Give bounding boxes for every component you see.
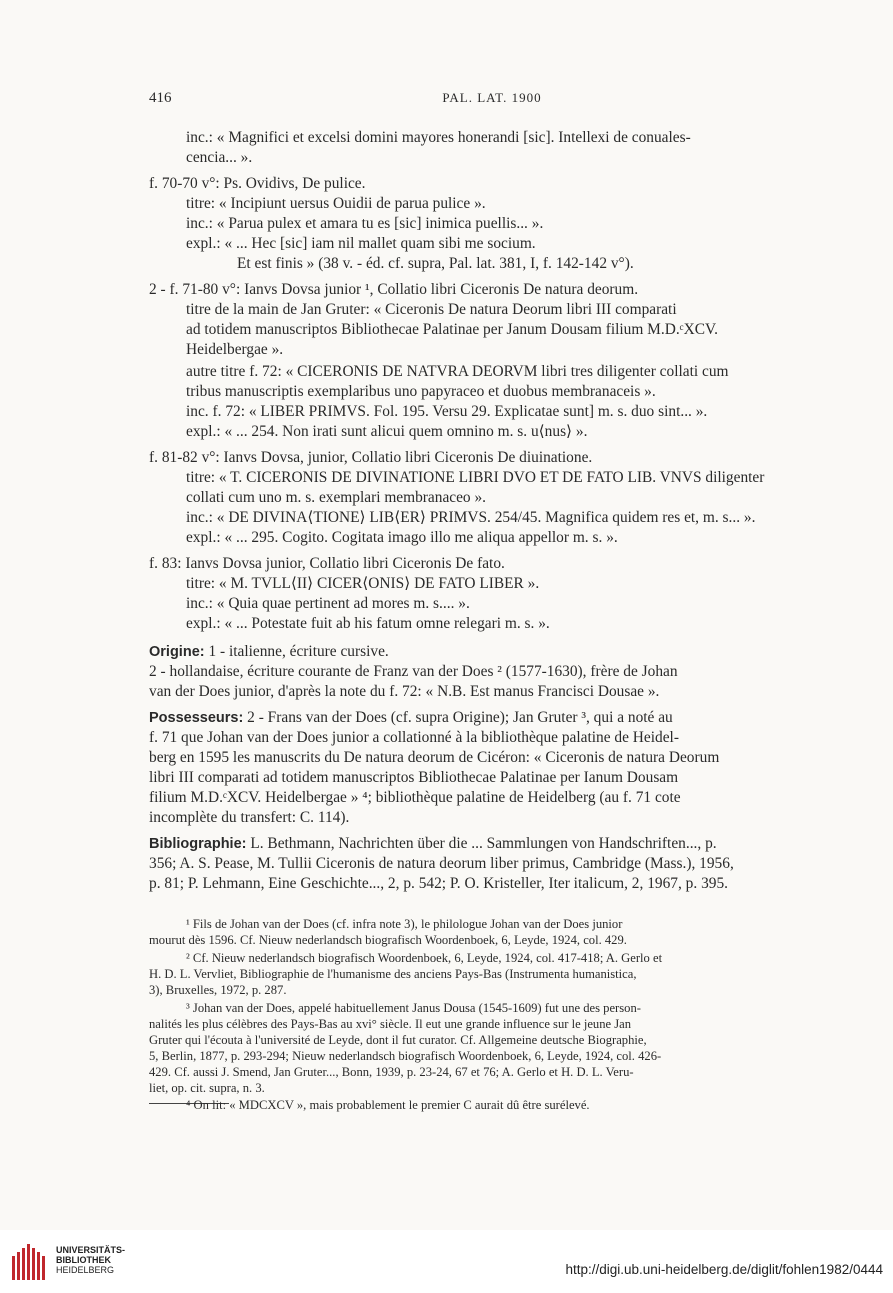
footnote-line: 3), Bruxelles, 1972, p. 287. — [149, 983, 287, 997]
footnote-line: Gruter qui l'écouta à l'université de Leyde, dont il fut curator. Cf. Allgemeine deutsche Biographie, — [149, 1033, 647, 1047]
footnote-line: 429. Cf. aussi J. Smend, Jan Gruter..., Bonn, 1939, p. 23-24, 67 et 76; A. Gerlo et H. D. L. Veru- — [149, 1065, 634, 1079]
text-line: collati cum uno m. s. exemplari membranaceo ». — [186, 489, 487, 506]
footnote-line: ⁴ On lit: « MDCXCV », mais probablement le premier C aurait dû être surélevé. — [186, 1098, 590, 1112]
text-line: Heidelbergae ». — [186, 341, 284, 358]
footnote-line: nalités les plus célèbres des Pays-Bas au xvi° siècle. Il eut une grande influence sur le jeune Jan — [149, 1017, 632, 1031]
section-origine: Origine: 1 - italienne, écriture cursive. — [149, 643, 389, 660]
section-bibliographie: Bibliographie: L. Bethmann, Nachrichten über die ... Sammlungen von Handschriften..., p. — [149, 835, 717, 852]
text-line: 2 - f. 71-80 v°: Ianvs Dovsa junior ¹, Collatio libri Ciceronis De natura deorum. — [149, 281, 639, 298]
text-line: titre de la main de Jan Gruter: « Ciceronis De natura Deorum libri III comparati — [186, 301, 677, 318]
text-line: libri III comparati ad totidem manuscriptos Bibliothecae Palatinae per Ianum Dousam — [149, 769, 679, 786]
running-title: PAL. LAT. 1900 — [442, 90, 542, 105]
text-line: expl.: « ... Hec [sic] iam nil mallet quam sibi me socium. — [186, 235, 536, 252]
text-line: titre: « M. TVLL⟨II⟩ CICER⟨ONIS⟩ DE FATO LIBER ». — [186, 575, 540, 592]
footnote-line: ² Cf. Nieuw nederlandsch biografisch Woordenboek, 6, Leyde, 1924, col. 417-418; A. Gerlo et — [186, 951, 663, 965]
text-line: cencia... ». — [186, 149, 253, 166]
text-line: ad totidem manuscriptos Bibliothecae Palatinae per Janum Dousam filium M.D.ᶜXCV. — [186, 321, 718, 338]
text-line: f. 81-82 v°: Ianvs Dovsa, junior, Collatio libri Ciceronis De diuinatione. — [149, 449, 593, 466]
footnote-line: ³ Johan van der Does, appelé habituellement Janus Dousa (1545-1609) fut une des person- — [186, 1001, 641, 1015]
text-line: expl.: « ... 254. Non irati sunt alicui quem omnino m. s. u⟨nus⟩ ». — [186, 423, 588, 440]
text-line: tribus manuscriptis exemplaribus uno papyraceo et duobus membranaceis ». — [186, 383, 656, 400]
text-line: autre titre f. 72: « CICERONIS DE NATVRA DEORVM libri tres diligenter collati cum — [186, 363, 729, 380]
page-url-link[interactable]: http://digi.ub.uni-heidelberg.de/diglit/fohlen1982/0444 — [565, 1262, 883, 1277]
footnote-line: liet, op. cit. supra, n. 3. — [149, 1081, 265, 1095]
library-name: UNIVERSITÄTS- BIBLIOTHEK HEIDELBERG — [56, 1245, 126, 1275]
footnote-line: 5, Berlin, 1877, p. 293-294; Nieuw nederlandsch biografisch Woordenboek, 6, Leyde, 1924, col. 426- — [149, 1049, 662, 1063]
text-line: titre: « T. CICERONIS DE DIVINATIONE LIBRI DVO ET DE FATO LIB. VNVS diligenter — [186, 469, 765, 486]
text-line: inc.: « DE DIVINA⟨TIONE⟩ LIB⟨ER⟩ PRIMVS. 254/45. Magnifica quidem res et, m. s... ». — [186, 509, 756, 526]
text-line: berg en 1595 les manuscrits du De natura deorum de Cicéron: « Ciceronis de natura Deorum — [149, 749, 720, 766]
running-header — [149, 90, 835, 110]
text-line: filium M.D.ᶜXCV. Heidelbergae » ⁴; bibliothèque palatine de Heidelberg (au f. 71 cote — [149, 789, 681, 806]
footnote-line: mourut dès 1596. Cf. Nieuw nederlandsch biografisch Woordenboek, 6, Leyde, 1924, col. 429. — [149, 933, 627, 947]
text-line: Et est finis » (38 v. - éd. cf. supra, Pal. lat. 381, I, f. 142-142 v°). — [237, 255, 634, 272]
text-line: inc.: « Quia quae pertinent ad mores m. s.... ». — [186, 595, 470, 612]
text-line: f. 70-70 v°: Ps. Ovidivs, De pulice. — [149, 175, 366, 192]
text-line: van der Does junior, d'après la note du f. 72: « N.B. Est manus Francisci Dousae ». — [149, 683, 660, 700]
text-line: inc. f. 72: « LIBER PRIMVS. Fol. 195. Versu 29. Explicatae sunt] m. s. duo sint... ». — [186, 403, 708, 420]
text-line: p. 81; P. Lehmann, Eine Geschichte..., 2, p. 542; P. O. Kristeller, Iter italicum, 2, 1967, p. 395. — [149, 875, 729, 892]
text-line: 2 - hollandaise, écriture courante de Franz van der Does ² (1577-1630), frère de Johan — [149, 663, 678, 680]
text-line: incomplète du transfert: C. 114). — [149, 809, 350, 826]
text-line: 356; A. S. Pease, M. Tullii Ciceronis de natura deorum liber primus, Cambridge (Mass.), 1956, — [149, 855, 734, 872]
text-line: inc.: « Parua pulex et amara tu es [sic] inimica puellis... ». — [186, 215, 544, 232]
university-library-logo-icon — [8, 1238, 54, 1284]
footnote-line: ¹ Fils de Johan van der Does (cf. infra note 3), le philologue Johan van der Does junior — [186, 917, 623, 931]
text-line: expl.: « ... 295. Cogito. Cogitata imago illo me aliqua appellor m. s. ». — [186, 529, 618, 546]
text-line: f. 71 que Johan van der Does junior a collationné à la bibliothèque palatine de Heidel- — [149, 729, 679, 746]
text-line: inc.: « Magnifici et excelsi domini mayores honerandi [sic]. Intellexi de conuales- — [186, 129, 691, 146]
text-line: f. 83: Ianvs Dovsa junior, Collatio libri Ciceronis De fato. — [149, 555, 505, 572]
text-line: expl.: « ... Potestate fuit ab his fatum omne relegari m. s. ». — [186, 615, 550, 632]
page-number: 416 — [149, 90, 172, 106]
footnote-line: H. D. L. Vervliet, Bibliographie de l'humanisme des anciens Pays-Bas (Instrumenta humanistica, — [149, 967, 637, 981]
section-possesseurs: Possesseurs: 2 - Frans van der Does (cf. supra Origine); Jan Gruter ³, qui a noté au — [149, 709, 673, 726]
text-line: titre: « Incipiunt uersus Ouidii de parua pulice ». — [186, 195, 486, 212]
